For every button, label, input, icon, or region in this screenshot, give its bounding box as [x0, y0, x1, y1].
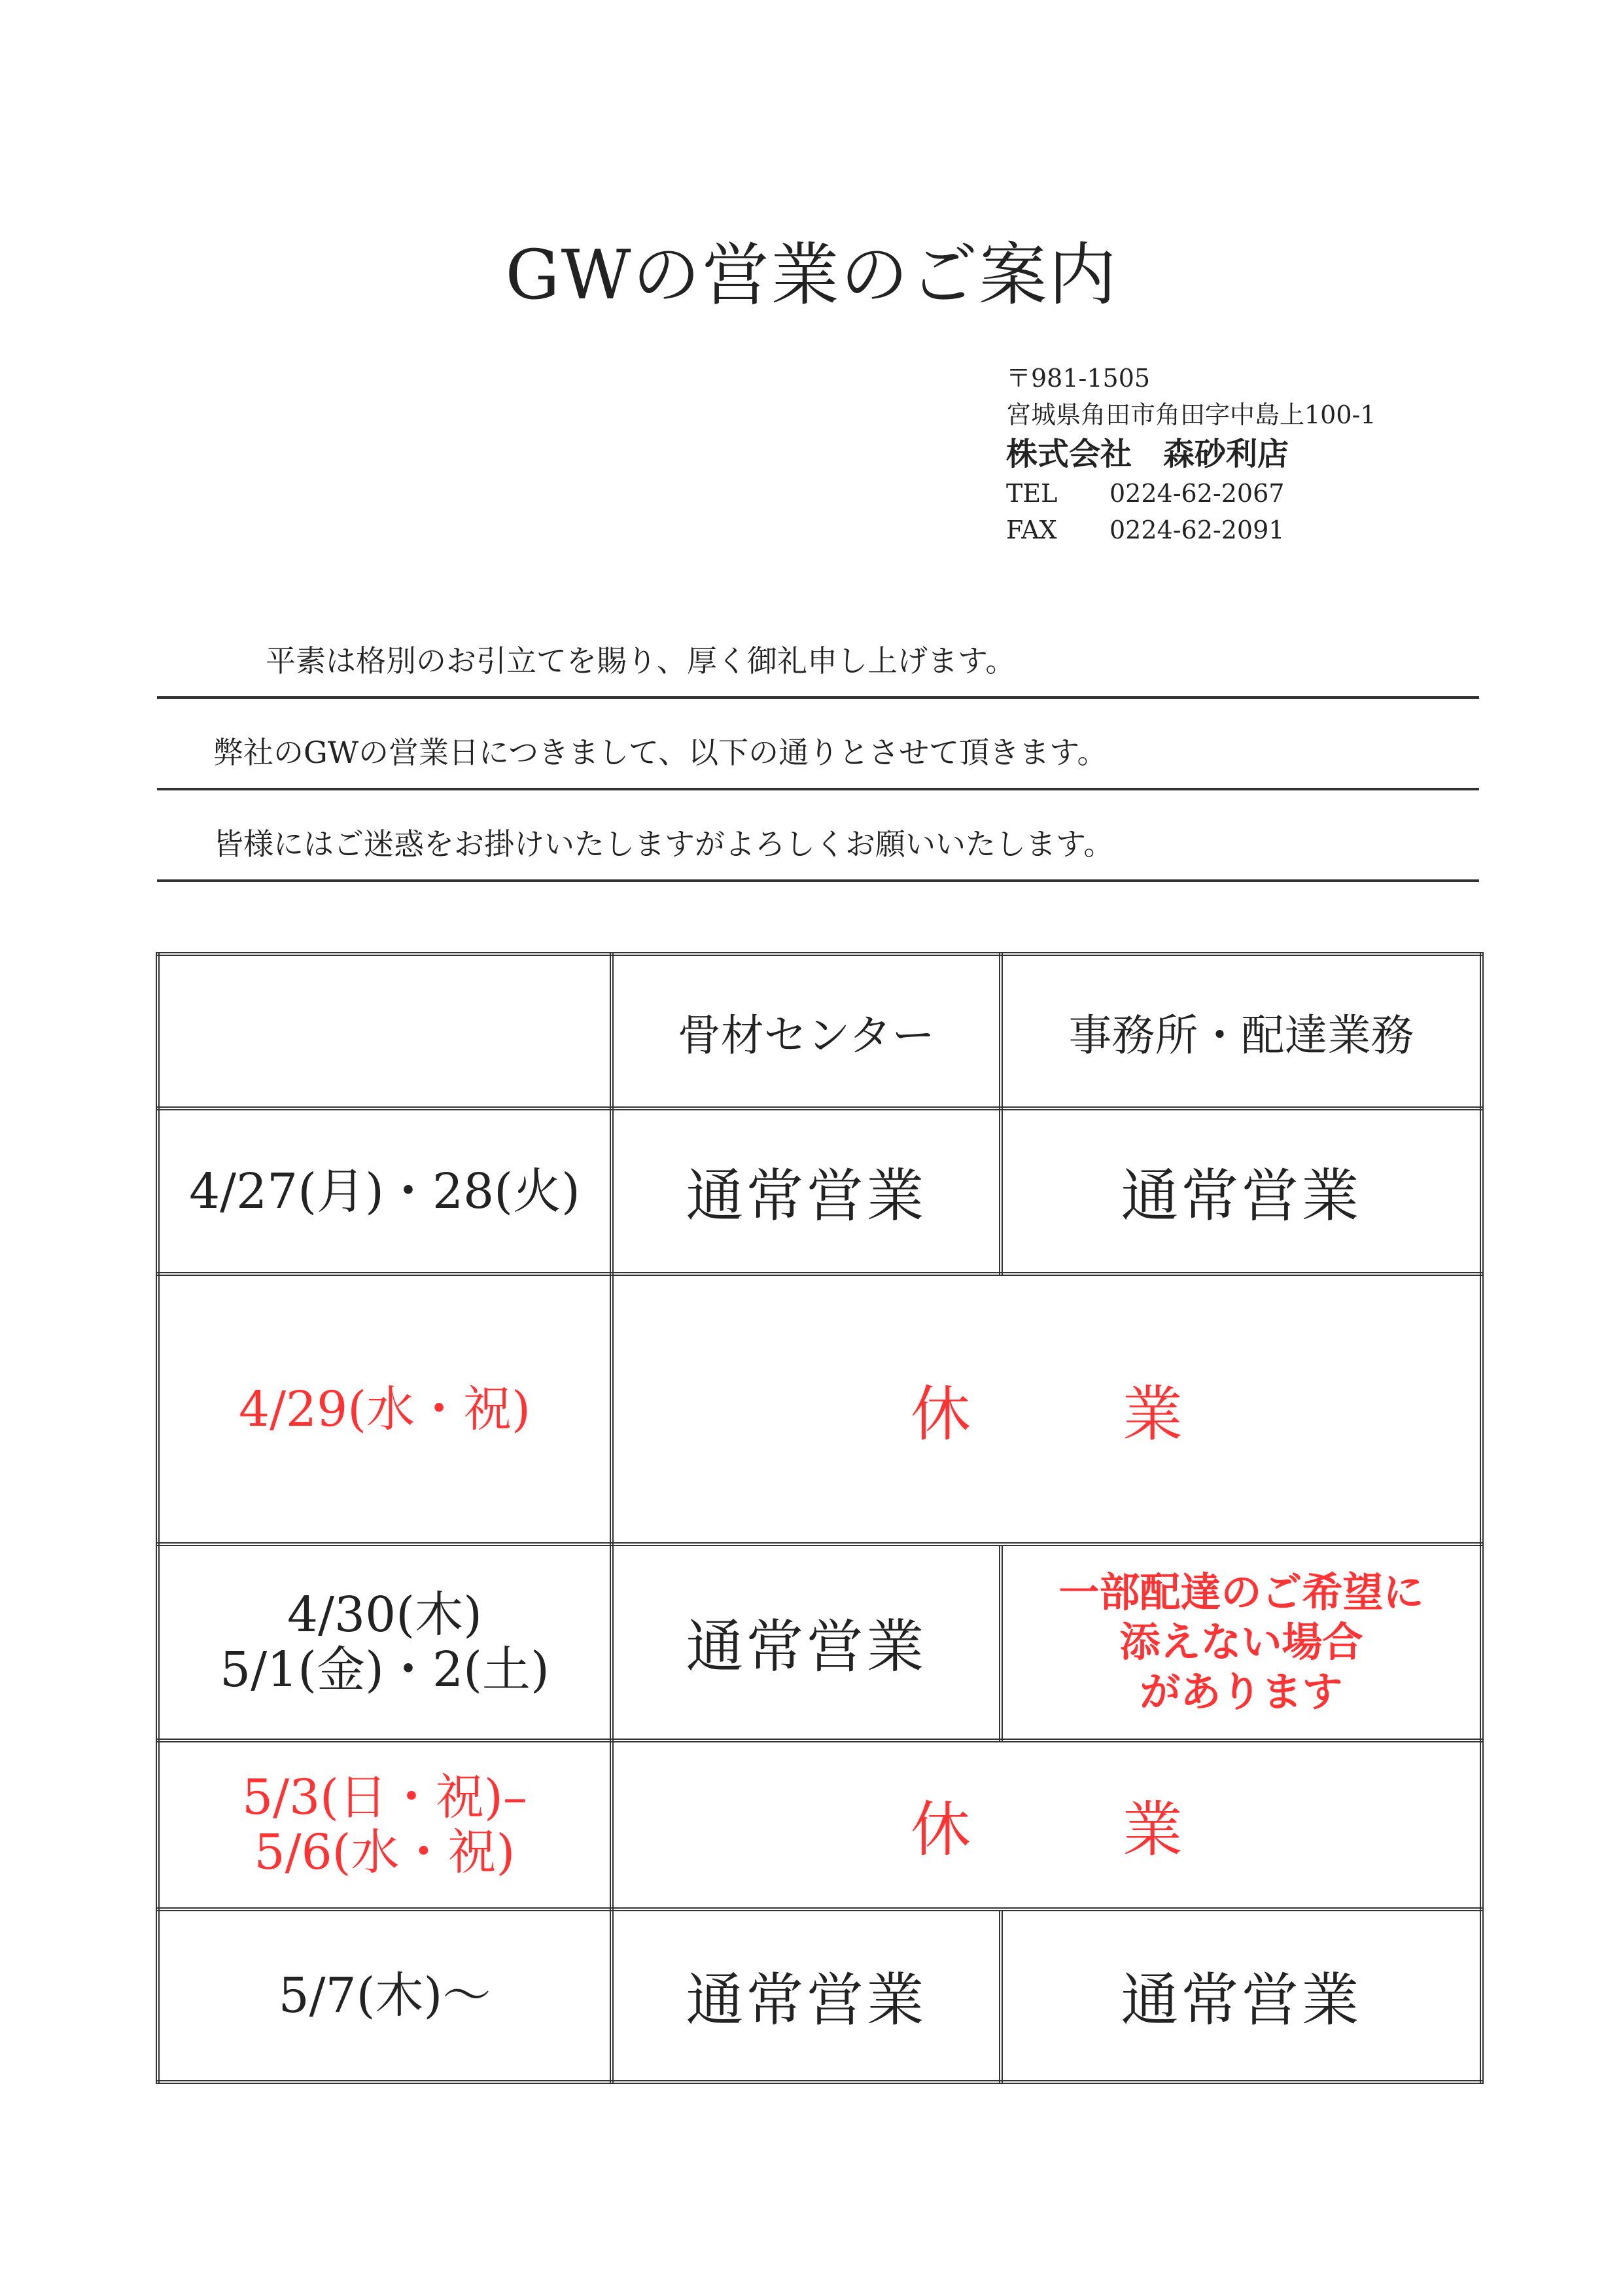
closed-status: 休 業 [612, 1740, 1482, 1909]
table-row [158, 1909, 1482, 2082]
date-cell: 4/30(木) 5/1(金)・2(土) [158, 1544, 612, 1740]
fax-line [1006, 512, 1595, 548]
schedule-table [156, 952, 1484, 2084]
greeting-line-3: 皆様にはご迷惑をお掛けいたしますがよろしくお願いいたします。 [157, 790, 1479, 882]
tel-line [1006, 475, 1595, 512]
table-row [158, 1740, 1482, 1909]
table-row [158, 1108, 1482, 1274]
header-aggregate-center: 骨材センター [612, 954, 1001, 1108]
table-header-row [158, 954, 1482, 1108]
fax-label: FAX [1006, 516, 1057, 544]
date-cell: 5/7(木)～ [158, 1909, 612, 2082]
header-empty [158, 954, 612, 1108]
table-row [158, 1274, 1482, 1544]
sender-block [1006, 360, 1595, 548]
tel-number: 0224-62-2067 [1109, 479, 1285, 508]
street-address: 宮城県角田市角田字中島上100-1 [1006, 400, 1376, 429]
company-name: 株式会社 森砂利店 [1006, 436, 1289, 472]
office-notice: 一部配達のご希望に 添えない場合 があります [1001, 1544, 1482, 1740]
center-status: 通常営業 [612, 1544, 1001, 1740]
date-cell: 5/3(日・祝)– 5/6(水・祝) [158, 1740, 612, 1909]
office-status: 通常営業 [1001, 1909, 1482, 2082]
postal-code: 〒981-1505 [1006, 364, 1151, 393]
table-row [158, 1544, 1482, 1740]
greeting-line-1: 平素は格別のお引立てを賜り、厚く御礼申し上げます。 [157, 609, 1479, 699]
office-status: 通常営業 [1001, 1108, 1482, 1274]
page-title: GWの営業のご案内 [505, 235, 1118, 315]
date-cell: 4/27(月)・28(火) [158, 1108, 612, 1274]
greeting-line-2: 弊社のGWの営業日につきまして、以下の通りとさせて頂きます。 [157, 699, 1479, 790]
center-status: 通常営業 [612, 1909, 1001, 2082]
tel-label: TEL [1006, 479, 1058, 508]
fax-number: 0224-62-2091 [1109, 516, 1285, 544]
closed-status: 休 業 [612, 1274, 1482, 1544]
date-cell: 4/29(水・祝) [158, 1274, 612, 1544]
header-office-delivery: 事務所・配達業務 [1001, 954, 1482, 1108]
center-status: 通常営業 [612, 1108, 1001, 1274]
